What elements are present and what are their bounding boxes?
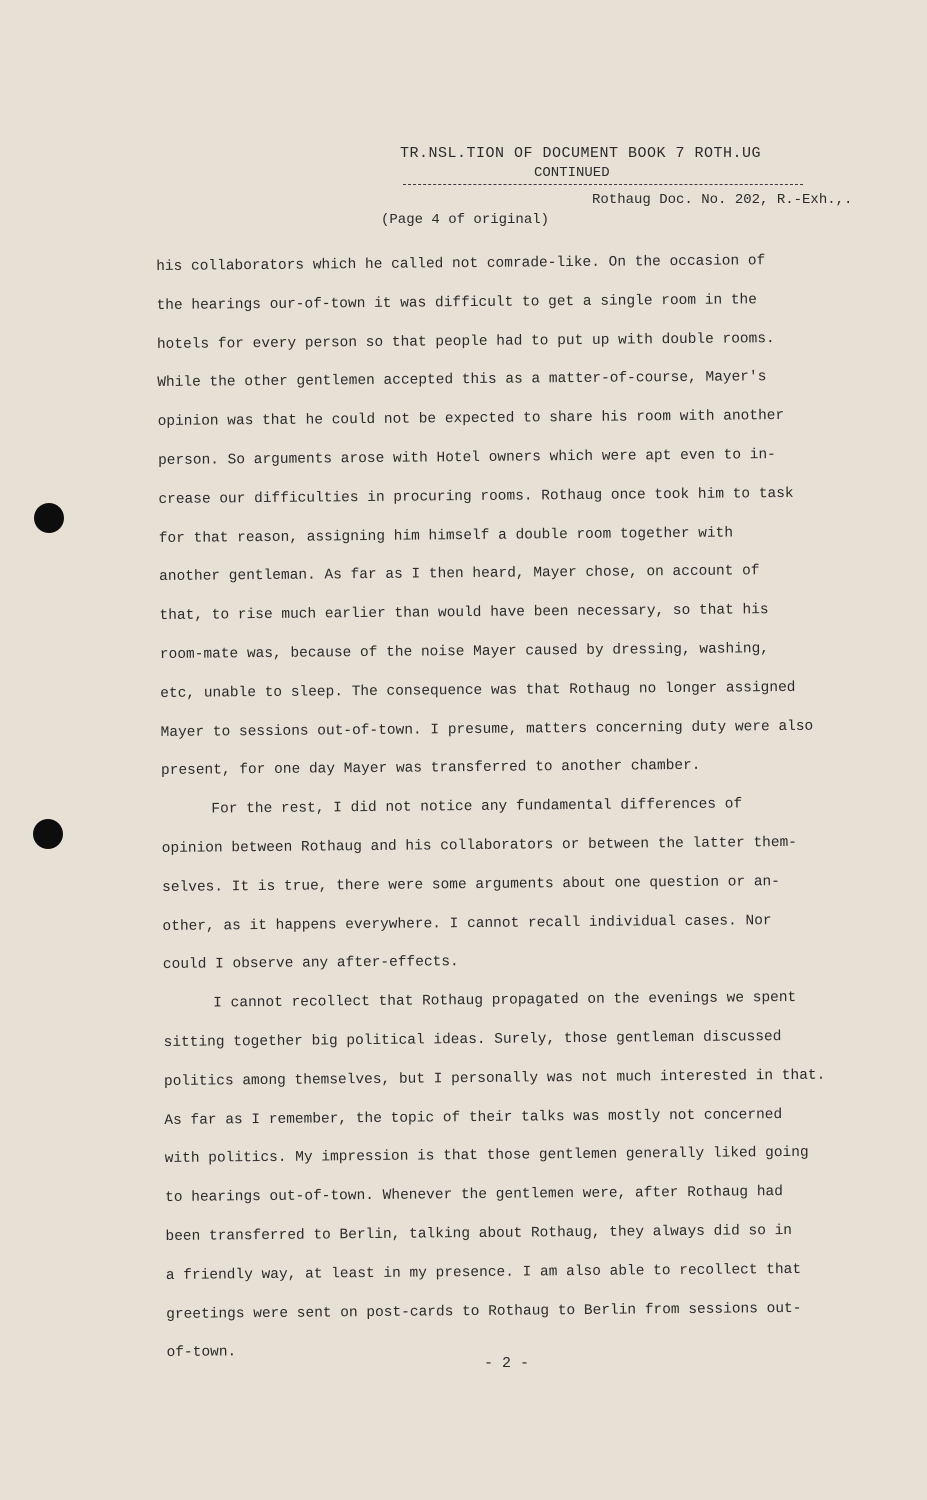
- text-line: Mayer to sessions out-of-town. I presume, matters concerning duty were also: [160, 718, 814, 741]
- text-line: the hearings our-of-town it was difficult to get a single room in the: [156, 292, 758, 314]
- text-line: another gentleman. As far as I then heard, Mayer chose, on account of: [159, 563, 760, 586]
- page-number: - 2 -: [484, 1355, 530, 1372]
- text-line: other, as it happens everywhere. I cannot recall individual cases. Nor: [162, 912, 772, 935]
- body-text: [156, 241, 907, 1373]
- text-line: For the rest, I did not notice any fundamental differences of: [211, 796, 743, 818]
- text-line: person. So arguments arose with Hotel owners which were apt even to in-: [157, 447, 776, 469]
- document-reference: Rothaug Doc. No. 202, R.-Exh.,.: [592, 192, 853, 208]
- text-line: that, to rise much earlier than would have been necessary, so that his: [159, 602, 769, 625]
- text-line: I cannot recollect that Rothaug propagated on the evenings we spent: [213, 990, 797, 1012]
- text-line: hotels for every person so that people had to put up with double rooms.: [156, 330, 775, 353]
- text-line: opinion was that he could not be expected to share his room with another: [157, 408, 785, 431]
- punch-hole: [34, 503, 64, 533]
- text-line: for that reason, assigning him himself a double room together with: [158, 525, 734, 547]
- text-line: with politics. My impression is that those gentlemen generally liked going: [164, 1145, 809, 1168]
- text-line: sitting together big political ideas. Surely, those gentleman discussed: [163, 1028, 782, 1051]
- original-page-note: (Page 4 of original): [381, 212, 550, 228]
- text-line: his collaborators which he called not comrade-like. On the occasion of: [156, 253, 766, 275]
- text-line: While the other gentlemen accepted this as a matter-of-course, Mayer's: [157, 369, 767, 392]
- text-line: As far as I remember, the topic of their talks was mostly not concerned: [164, 1106, 783, 1129]
- text-line: selves. It is true, there were some arguments about one question or an-: [162, 873, 781, 896]
- text-line: crease our difficulties in procuring rooms. Rothaug once took him to task: [158, 485, 794, 508]
- text-line: present, for one day Mayer was transferred to another chamber.: [160, 758, 701, 780]
- text-line: been transferred to Berlin, talking about Rothaug, they always did so in: [165, 1222, 793, 1245]
- text-line: a friendly way, at least in my presence. I am also able to recollect that: [165, 1261, 802, 1284]
- text-line: politics among themselves, but I personally was not much interested in that.: [163, 1067, 826, 1090]
- text-line: could I observe any after-effects.: [162, 954, 459, 974]
- text-line: etc, unable to sleep. The consequence was that Rothaug no longer assigned: [160, 679, 796, 702]
- header-divider: [403, 184, 803, 185]
- text-line: to hearings out-of-town. Whenever the gentlemen were, after Rothaug had: [165, 1184, 783, 1207]
- text-line: room-mate was, because of the noise Mayer caused by dressing, washing,: [159, 641, 770, 663]
- text-line: greetings were sent on post-cards to Rothaug to Berlin from sessions out-: [166, 1300, 802, 1323]
- document-title: TR.NSL.TION OF DOCUMENT BOOK 7 ROTH.UG: [400, 145, 762, 162]
- text-line: of-town.: [166, 1344, 237, 1362]
- text-line: opinion between Rothaug and his collaborators or between the latter them-: [161, 834, 798, 857]
- punch-hole: [33, 819, 63, 849]
- document-subtitle: CONTINUED: [534, 165, 610, 181]
